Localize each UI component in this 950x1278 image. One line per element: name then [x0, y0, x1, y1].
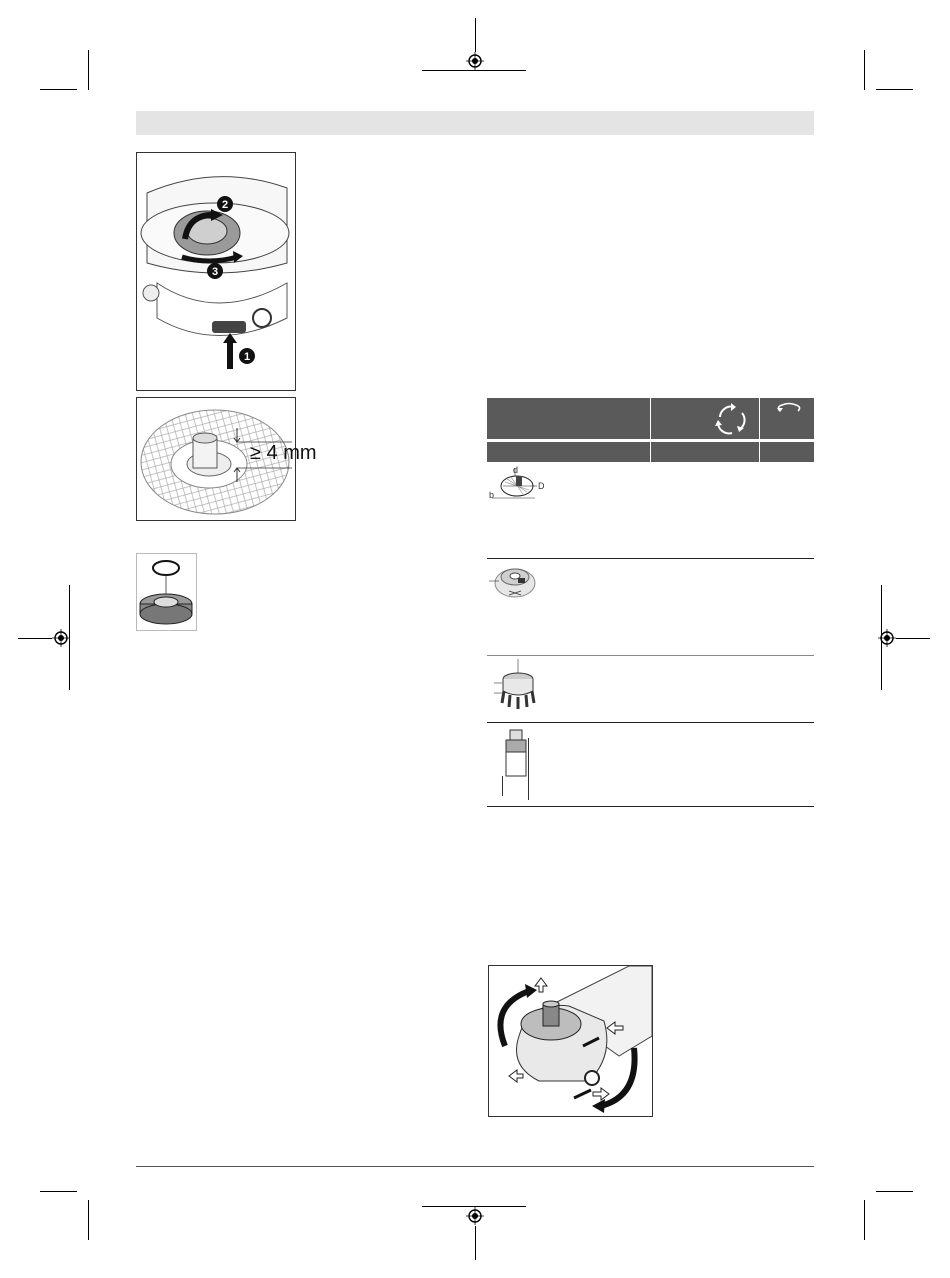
table-row-divider	[487, 558, 814, 559]
figure-nut-removal	[136, 152, 296, 391]
crop-mark	[881, 585, 882, 690]
dimension-label-d: d	[513, 465, 519, 475]
wear-limit-label: ≥ 4 mm	[250, 442, 317, 464]
registration-mark-icon	[52, 629, 70, 647]
flange-illustration	[137, 554, 196, 630]
svg-text:3: 3	[211, 266, 219, 278]
page-header-bar	[136, 111, 814, 135]
crop-mark	[40, 1191, 77, 1192]
step-badge-2	[217, 196, 233, 212]
crop-mark	[475, 18, 476, 52]
accessory-table-header	[487, 398, 814, 439]
dimension-label-b: b	[489, 490, 495, 500]
crop-mark	[422, 70, 526, 71]
rotation-direction-icon	[774, 401, 804, 415]
crop-mark	[40, 89, 77, 90]
svg-text:2: 2	[221, 199, 229, 211]
crop-mark	[876, 89, 913, 90]
step-badge-1	[239, 348, 255, 364]
gear-head-illustration	[489, 966, 652, 1116]
dimension-label-D: D	[538, 481, 545, 491]
figure-flange-o-ring	[136, 553, 197, 631]
cutting-disc-icon	[487, 561, 543, 601]
registration-mark-icon	[466, 52, 484, 70]
crop-mark	[18, 638, 52, 639]
accessory-table-subheader	[487, 442, 814, 462]
crop-mark	[864, 50, 865, 90]
page-footer-rule	[136, 1166, 814, 1167]
crop-mark	[88, 50, 89, 90]
crop-mark	[475, 1226, 476, 1260]
crop-mark	[88, 1200, 89, 1240]
crop-mark	[69, 585, 70, 690]
crop-mark	[896, 638, 930, 639]
crop-mark	[864, 1200, 865, 1240]
registration-mark-icon	[466, 1207, 484, 1225]
step-badge-3	[207, 263, 223, 279]
crop-mark	[422, 1206, 526, 1207]
crop-mark	[876, 1191, 913, 1192]
grinder-nut-illustration	[137, 153, 295, 390]
table-row-divider	[487, 806, 814, 807]
svg-text:1: 1	[243, 351, 251, 363]
rotation-speed-icon	[712, 401, 750, 437]
core-drill-icon	[498, 728, 538, 804]
cup-brush-icon	[494, 659, 544, 719]
figure-gear-head-rotation	[488, 965, 653, 1117]
table-row-divider	[487, 655, 814, 656]
table-row-divider	[487, 722, 814, 723]
